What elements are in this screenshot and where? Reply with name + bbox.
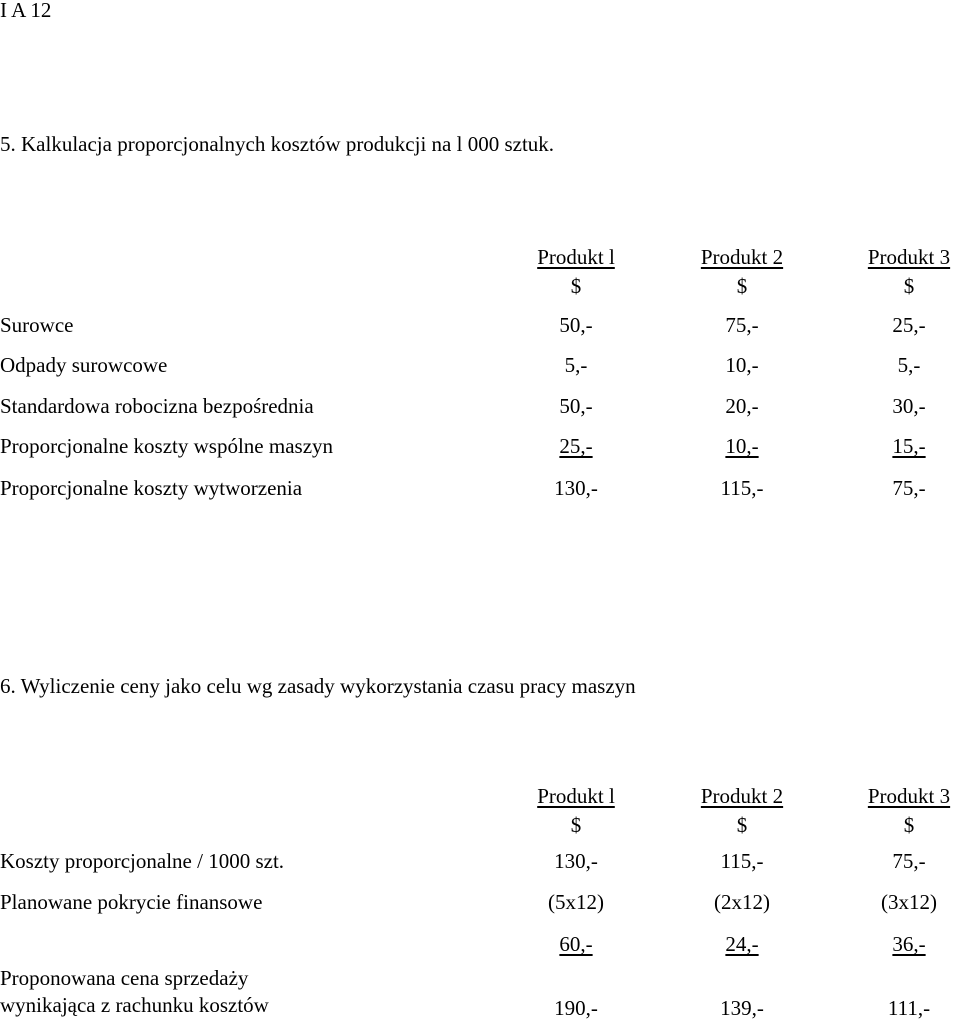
- row-label-robocizna: Standardowa robocizna bezpośrednia: [0, 394, 314, 418]
- table-cell: 5,-: [897, 353, 921, 377]
- table-cell: 115,-: [720, 476, 764, 500]
- currency-symbol: $: [903, 813, 915, 837]
- table-cell: 36,-: [892, 932, 926, 956]
- table-cell: 75,-: [725, 313, 759, 337]
- row-label-pokrycie-finansowe: Planowane pokrycie finansowe: [0, 890, 263, 914]
- table-cell: 10,-: [725, 353, 759, 377]
- table-cell: 75,-: [892, 476, 926, 500]
- row-label-proponowana-cena: Proponowana cena sprzedaży: [0, 966, 249, 990]
- currency-symbol: $: [570, 274, 582, 298]
- column-header-product-1: Produkt l: [537, 784, 615, 808]
- table-cell: 115,-: [720, 849, 764, 873]
- table-cell: 130,-: [554, 849, 598, 873]
- table-cell: 190,-: [554, 996, 598, 1020]
- section-5-title: 5. Kalkulacja proporcjonalnych kosztów produkcji na l 000 sztuk.: [0, 132, 555, 156]
- row-label-koszty-wspolne: Proporcjonalne koszty wspólne maszyn: [0, 434, 334, 458]
- row-label-koszty-wytworzenia: Proporcjonalne koszty wytworzenia: [0, 476, 303, 500]
- document-code: I A 12: [0, 0, 52, 22]
- table-cell: (3x12): [881, 890, 937, 914]
- table-cell: 25,-: [559, 434, 593, 458]
- currency-symbol: $: [736, 274, 748, 298]
- table-cell: 111,-: [887, 996, 931, 1020]
- currency-symbol: $: [736, 813, 748, 837]
- table-cell: 25,-: [892, 313, 926, 337]
- table-cell: 60,-: [559, 932, 593, 956]
- table-cell: 30,-: [892, 394, 926, 418]
- row-label-odpady: Odpady surowcowe: [0, 353, 168, 377]
- table-cell: 50,-: [559, 394, 593, 418]
- table-cell: (5x12): [548, 890, 604, 914]
- row-label-koszty-proporcjonalne: Koszty proporcjonalne / 1000 szt.: [0, 849, 285, 873]
- table-cell: 5,-: [564, 353, 588, 377]
- currency-symbol: $: [903, 274, 915, 298]
- table-cell: 75,-: [892, 849, 926, 873]
- table-cell: 130,-: [554, 476, 598, 500]
- row-label-surowce: Surowce: [0, 313, 74, 337]
- table-cell: 50,-: [559, 313, 593, 337]
- section-6-title: 6. Wyliczenie ceny jako celu wg zasady wykorzystania czasu pracy maszyn: [0, 674, 636, 698]
- table-cell: 10,-: [725, 434, 759, 458]
- table-cell: 139,-: [720, 996, 764, 1020]
- table-cell: 20,-: [725, 394, 759, 418]
- column-header-product-2: Produkt 2: [700, 245, 784, 269]
- row-label-rachunek-kosztow: wynikająca z rachunku kosztów: [0, 993, 269, 1017]
- column-header-product-3: Produkt 3: [867, 245, 951, 269]
- currency-symbol: $: [570, 813, 582, 837]
- table-cell: 24,-: [725, 932, 759, 956]
- table-cell: (2x12): [714, 890, 770, 914]
- column-header-product-1: Produkt l: [537, 245, 615, 269]
- table-cell: 15,-: [892, 434, 926, 458]
- column-header-product-3: Produkt 3: [867, 784, 951, 808]
- column-header-product-2: Produkt 2: [700, 784, 784, 808]
